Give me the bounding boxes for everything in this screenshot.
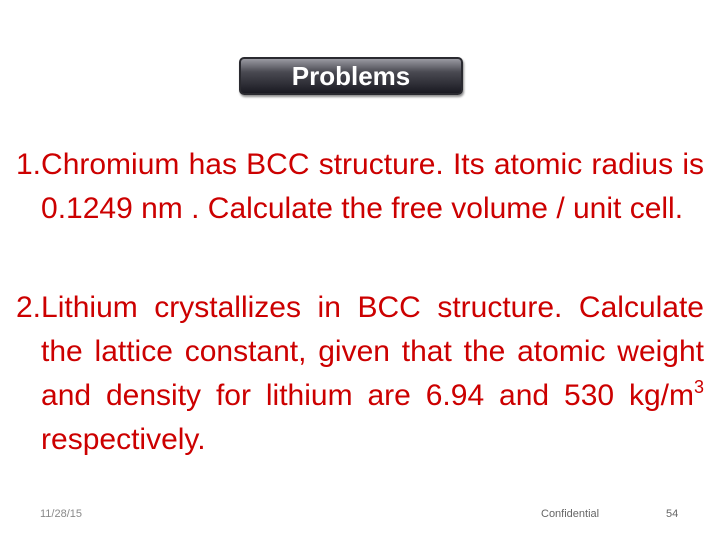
slide-title-text: Problems bbox=[291, 60, 411, 91]
footer-date: 11/28/15 bbox=[40, 508, 83, 520]
problem-text: Chromium has BCC structure. Its atomic radius is 0.1249 nm . Calculate the free volume / unit cell. bbox=[41, 148, 704, 225]
problem-2 bbox=[16, 286, 704, 462]
problem-number: 2. bbox=[16, 291, 42, 324]
slide-title bbox=[239, 57, 463, 95]
page-number: 54 bbox=[666, 508, 679, 520]
problem-number: 1. bbox=[16, 148, 42, 181]
footer-confidential-label: Confidential bbox=[541, 508, 600, 520]
superscript-exponent: 3 bbox=[693, 377, 704, 397]
problem-1 bbox=[16, 143, 704, 231]
problem-text bbox=[41, 286, 704, 462]
problem-text-end: respectively. bbox=[41, 423, 206, 456]
problem-text-main: Lithium crystallizes in BCC structure. Calculate the lattice constant, given that the atomic weight and density for lithium are 6.94 and 530 kg/m bbox=[41, 291, 704, 412]
